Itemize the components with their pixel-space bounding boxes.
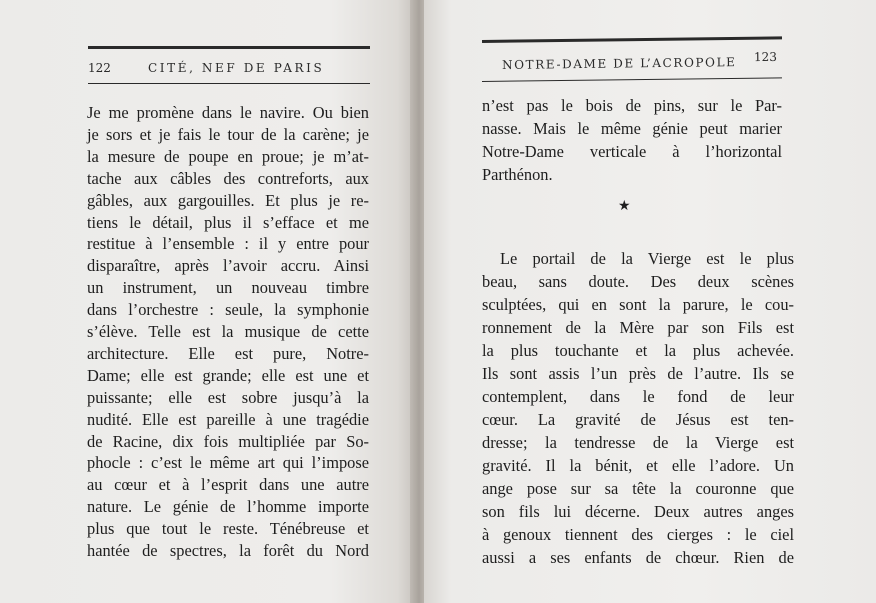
text-line: tiens le détail, plus il s’efface et me <box>87 212 369 232</box>
text-line: architecture. Elle est pure, Notre- <box>87 343 369 363</box>
text-line: la mesure de poupe en proue; je m’at- <box>87 146 369 166</box>
text-line: phocle : c’est le même art qui l’impose <box>87 453 369 473</box>
text-line: ronnement de la Mère par son Fils est <box>482 318 794 337</box>
left-header-rule-top <box>88 46 370 49</box>
text-line: ange pose sur sa tête la couronne que <box>482 479 794 498</box>
text-line: de Racine, dix fois multipliée par So- <box>87 431 369 451</box>
text-line: tache aux câbles des contreforts, aux <box>87 168 369 188</box>
text-line: gravité. Il la bénit, et elle l’adore. Un <box>482 456 794 475</box>
text-line: disparaître, après l’avoir accru. Ainsi <box>87 256 369 276</box>
text-line: contemplent, dans le fond de leur <box>482 387 794 406</box>
text-line: Parthénon. <box>482 165 553 184</box>
text-line: beau, sans doute. Des deux scènes <box>482 272 794 291</box>
text-line: restitue à l’ensemble : il y entre pour <box>87 234 369 254</box>
text-line: dans l’orchestre : seule, la symphonie <box>87 300 369 320</box>
right-header-rule-top <box>482 36 782 43</box>
text-line: cœur. La gravité de Jésus est ten- <box>482 410 794 429</box>
left-running-header: CITÉ, NEF DE PARIS <box>148 61 325 75</box>
text-line: son fils lui décerne. Deux autres anges <box>482 502 794 521</box>
right-page-number: 123 <box>753 49 777 65</box>
left-page-number: 122 <box>88 61 111 75</box>
text-line: puissante; elle est sobre jusqu’à la <box>87 387 369 407</box>
left-header-rule-bottom <box>88 83 370 84</box>
text-line: gâbles, aux gargouilles. Et plus je re- <box>87 190 369 210</box>
text-line: la plus touchante et la plus achevée. <box>482 341 794 360</box>
text-line: sculptées, qui en sont la parure, le cou- <box>482 295 794 314</box>
right-page <box>424 0 876 603</box>
text-line: Je me promène dans le navire. Ou bien <box>87 103 369 122</box>
text-line: Notre-Dame verticale à l’horizontal <box>482 142 782 161</box>
text-line: aussi a ses enfants de chœur. Rien de <box>482 548 794 567</box>
text-line: nasse. Mais le même génie peut marier <box>482 119 782 138</box>
text-line: nudité. Elle est pareille à une tragédie <box>87 409 369 429</box>
text-line: un instrument, un nouveau timbre <box>87 278 369 298</box>
text-line: Ils sont assis l’un près de l’autre. Ils se <box>482 364 794 383</box>
text-line: je sors et je fais le tour de la carène; je <box>87 124 369 144</box>
right-running-header: NOTRE-DAME DE L’ACROPOLE <box>502 55 737 72</box>
text-line: n’est pas le bois de pins, sur le Par- <box>482 96 782 115</box>
text-line: au cœur et à l’esprit dans une autre <box>87 475 369 495</box>
section-separator-star: ★ <box>618 198 631 214</box>
text-line: Le portail de la Vierge est le plus <box>500 249 794 268</box>
text-line: s’élève. Telle est la musique de cette <box>87 322 369 341</box>
text-line: dresse; la tendresse de la Vierge est <box>482 433 794 452</box>
text-line: Dame; elle est grande; elle est une et <box>87 365 369 385</box>
left-page <box>0 0 414 603</box>
text-line: à genoux tiennent des cierges : le ciel <box>482 525 794 544</box>
text-line: nature. Le génie de l’homme importe <box>87 497 369 517</box>
text-line: plus que tout le reste. Ténébreuse et <box>87 519 369 539</box>
text-line: hantée de spectres, la forêt du Nord <box>87 541 369 560</box>
right-header-rule-bottom <box>482 77 782 82</box>
